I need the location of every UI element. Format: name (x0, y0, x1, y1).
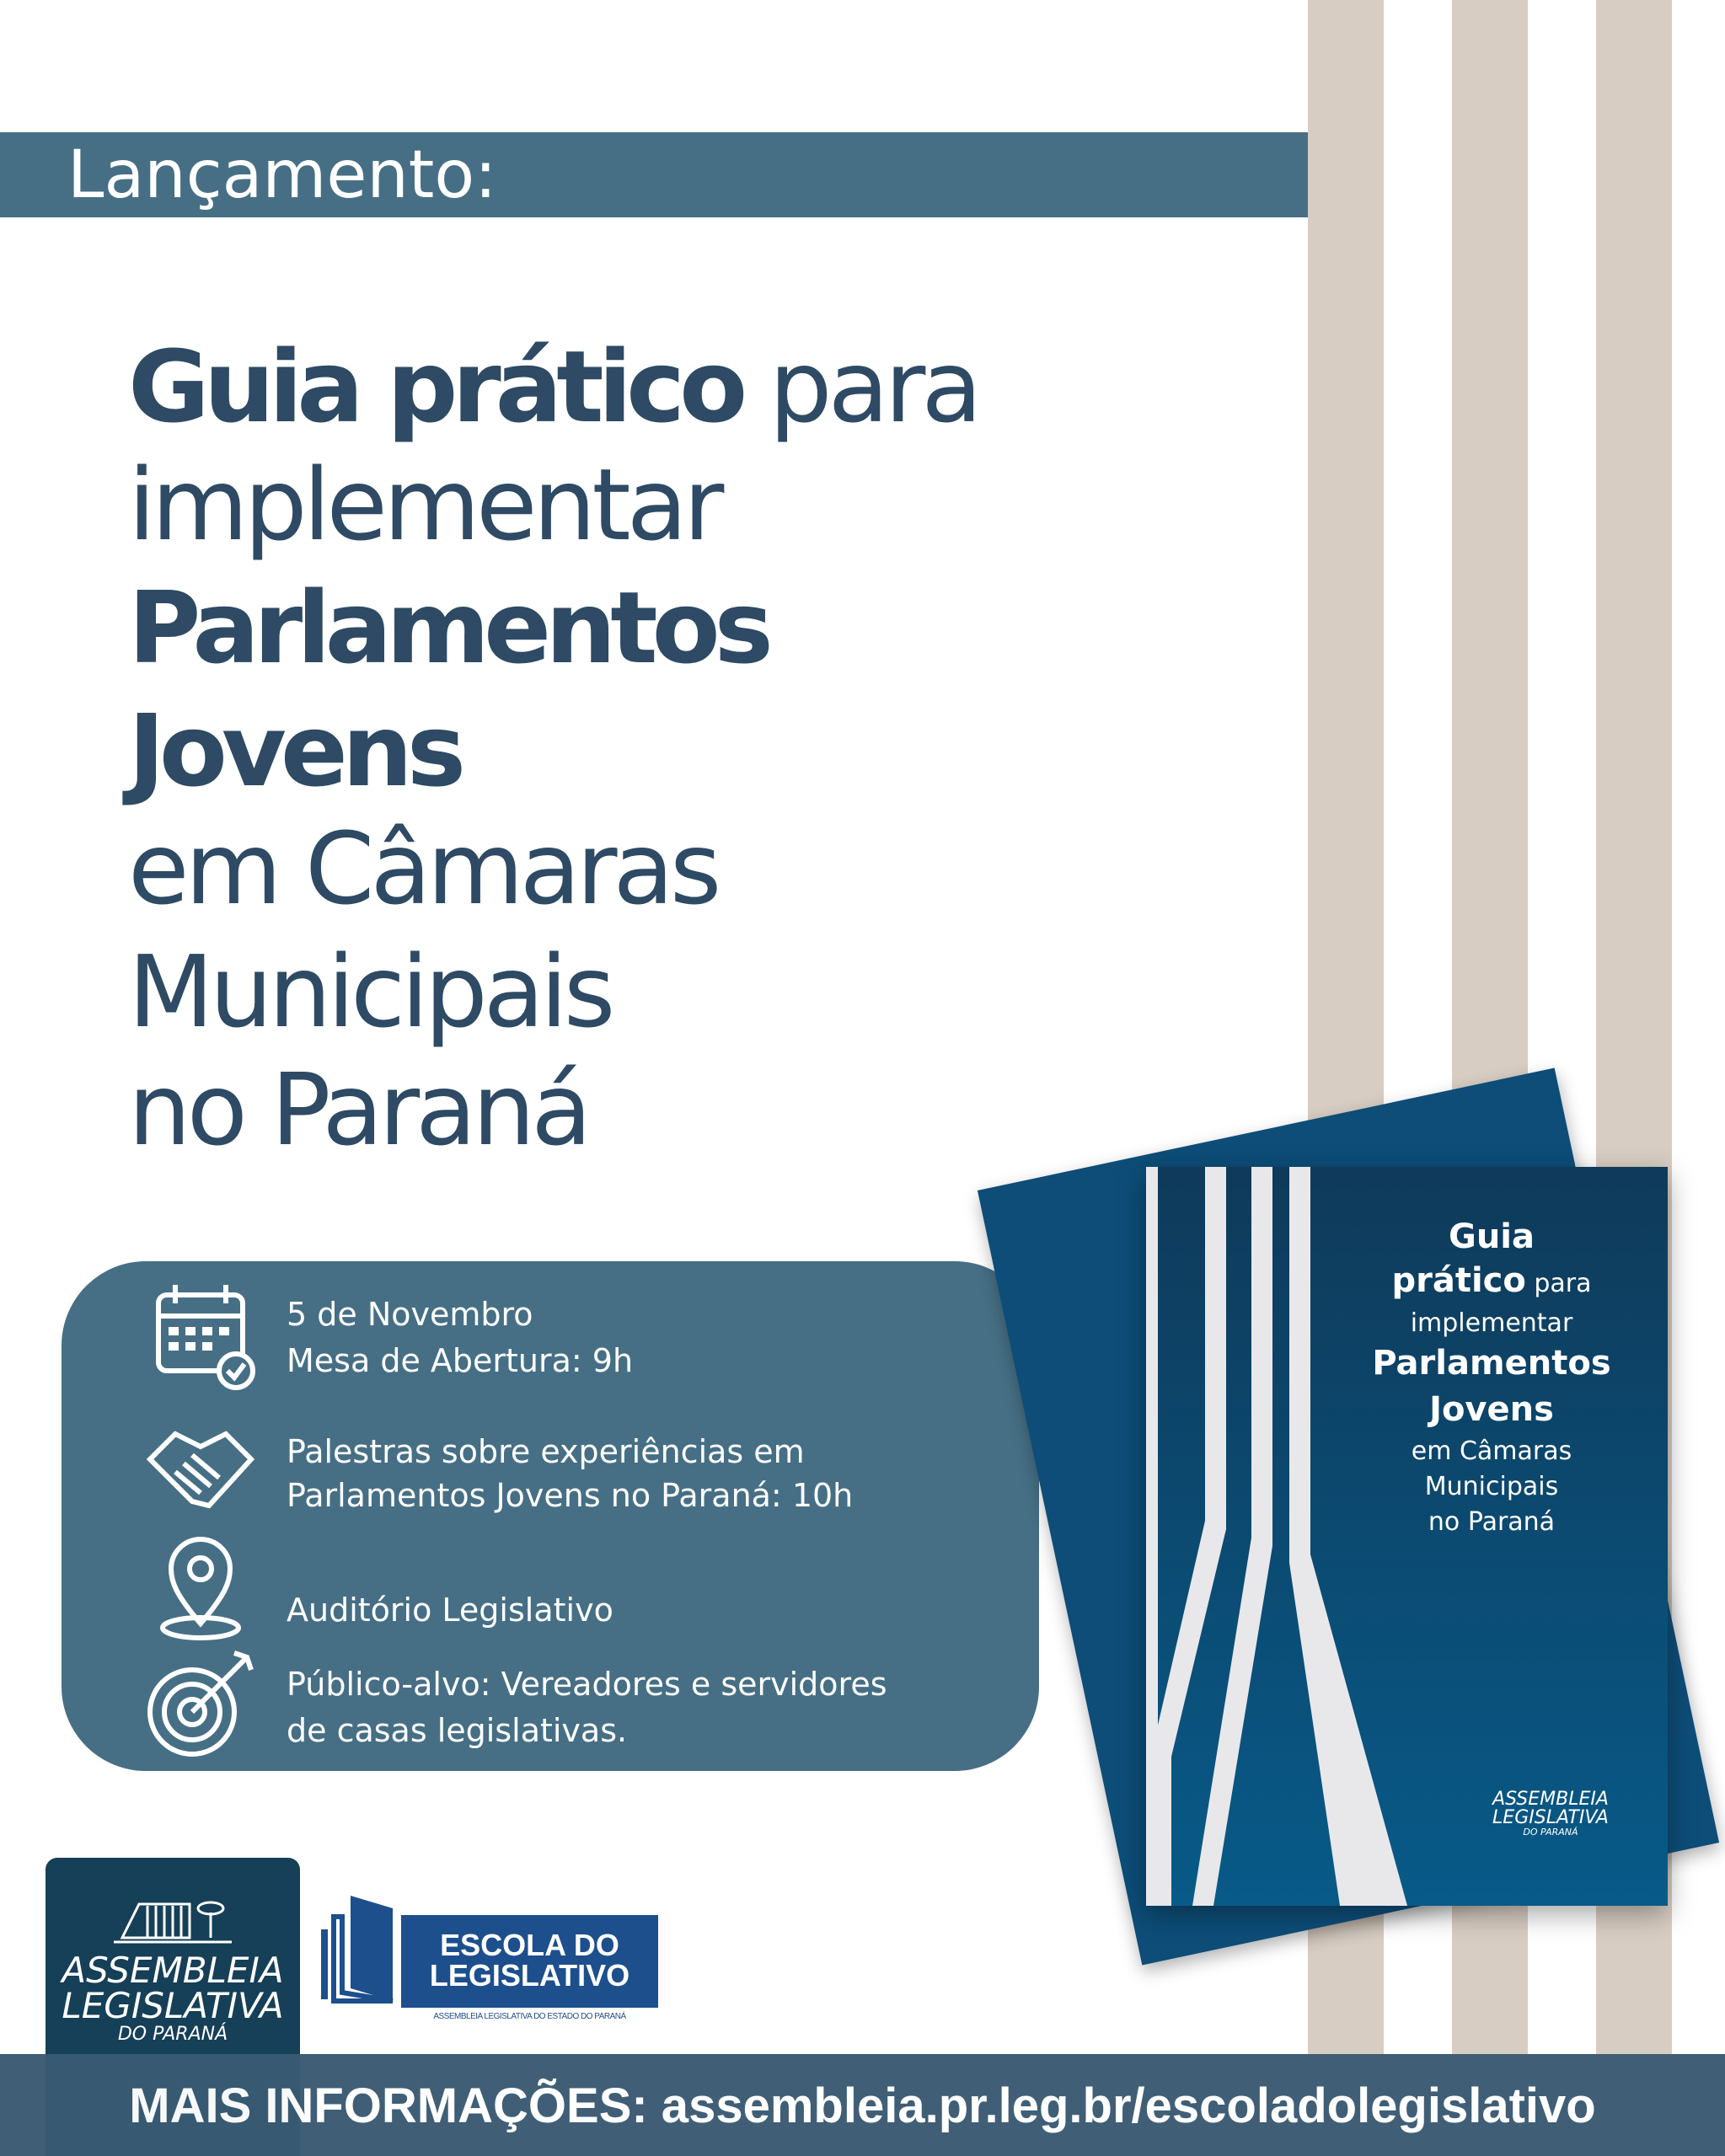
book-title: Municipais (1424, 1472, 1559, 1501)
title-text: no Paraná (128, 1051, 588, 1168)
title-text: para (742, 329, 978, 445)
event-talks-line1: Palestras sobre experiências em (287, 1433, 805, 1470)
header-bar (0, 132, 1308, 217)
book-title: para (1525, 1269, 1592, 1298)
book-logo-text: LEGISLATIVA (1492, 1807, 1609, 1828)
escola-logo-text: ESCOLA DO (440, 1928, 619, 1962)
title-text: Municipais (128, 934, 612, 1050)
book-icon (317, 1891, 401, 2005)
footer-bar (0, 2054, 1725, 2156)
event-info-box (62, 1261, 1039, 1771)
book-title: prático (1391, 1261, 1526, 1300)
event-date: 5 de Novembro (287, 1296, 533, 1333)
handshake-icon (142, 1409, 260, 1527)
book-title: em Câmaras (1411, 1436, 1572, 1466)
alep-logo-text: ASSEMBLEIA (62, 1950, 284, 1991)
location-pin-icon (142, 1531, 260, 1649)
event-location: Auditório Legislativo (287, 1592, 613, 1629)
book-title: Guia (1448, 1217, 1535, 1256)
book-title: Parlamentos (1372, 1344, 1611, 1383)
escola-logo-subtext: ASSEMBLEIA LEGISLATIVA DO ESTADO DO PARANÁ (433, 2012, 626, 2021)
book-cover (1146, 1167, 1668, 1906)
building-icon (105, 1896, 240, 1946)
book-logo-text: DO PARANÁ (1523, 1827, 1578, 1838)
book-title: no Paraná (1428, 1507, 1556, 1537)
calendar-check-icon (142, 1278, 260, 1396)
title-bold: Parlamentos (128, 570, 768, 686)
title-text: em Câmaras (128, 811, 718, 927)
event-opening: Mesa de Abertura: 9h (287, 1342, 634, 1379)
book-title: Jovens (1429, 1390, 1554, 1429)
footer-link[interactable]: MAIS INFORMAÇÕES: assembleia.pr.leg.br/escoladolegislativo (129, 2078, 1596, 2133)
alep-logo-text: DO PARANÁ (117, 2024, 228, 2045)
target-icon (142, 1645, 260, 1763)
event-audience-line2: de casas legislativas. (287, 1712, 628, 1749)
book-logo-text: ASSEMBLEIA (1492, 1789, 1609, 1810)
title-bold: Guia prático (128, 329, 742, 445)
title-bold: Jovens (128, 693, 461, 809)
escola-logo-text: LEGISLATIVO (429, 1958, 630, 1993)
header-label: Lançamento: (67, 137, 497, 213)
event-talks-line2: Parlamentos Jovens no Paraná: 10h (287, 1477, 854, 1514)
event-audience-line1: Público-alvo: Vereadores e servidores (287, 1666, 887, 1703)
title-text: implementar (128, 447, 721, 563)
escola-logo (317, 1891, 662, 2026)
alep-logo-text: LEGISLATIVA (62, 1985, 284, 2026)
book-title: implementar (1410, 1308, 1573, 1338)
book-logo (1483, 1790, 1618, 1837)
